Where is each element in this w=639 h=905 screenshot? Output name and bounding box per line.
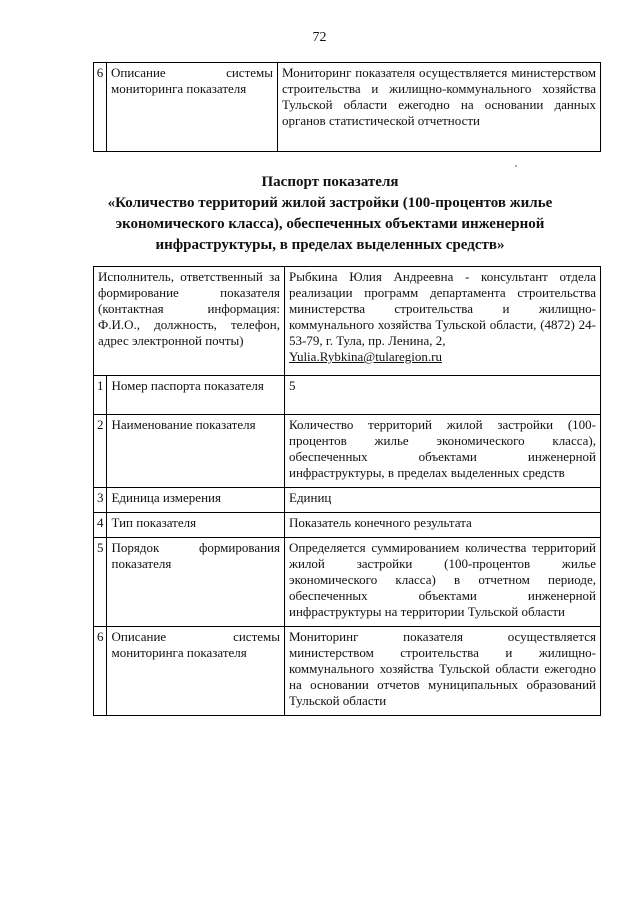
row-value: Мониторинг показателя осуществляется министерством строительства и жилищно-коммунального хозяйства Тульской области ежегодно на основании данных органов статистической отчетности: [278, 63, 601, 152]
row-label: Описание системы мониторинга показателя: [107, 627, 285, 716]
row-label: Описание системы мониторинга показателя: [107, 63, 278, 152]
row-number: 6: [94, 63, 107, 152]
row-number: 6: [94, 627, 107, 716]
row-label: Тип показателя: [107, 513, 285, 538]
title-line: Паспорт показателя: [261, 174, 399, 190]
row-number: 1: [94, 376, 107, 415]
row-value: Определяется суммированием количества территорий жилой застройки (100-процентов жилье экономического класса) в отчетном периоде, обеспеченных объектами инженерной инфраструктуры на территории Тульской области: [285, 538, 601, 627]
row-label: Наименование показателя: [107, 415, 285, 488]
row-value: 5: [285, 376, 601, 415]
page-number: 72: [312, 30, 327, 45]
row-number: 5: [94, 538, 107, 627]
title-line: инфраструктуры, в пределах выделенных средств»: [155, 237, 505, 253]
row-label: Единица измерения: [107, 488, 285, 513]
row-value: Количество территорий жилой застройки (100-процентов жилье экономического класса), обеспеченных объектами инженерной инфраструктуры, в пределах выделенных средств: [285, 415, 601, 488]
table-row: [94, 513, 601, 538]
row-number: 3: [94, 488, 107, 513]
table-row: [94, 415, 601, 488]
executor-cell: [285, 267, 601, 376]
row-value: Показатель конечного результата: [285, 513, 601, 538]
table-row: [94, 267, 601, 376]
table-row: [94, 376, 601, 415]
row-number: 4: [94, 513, 107, 538]
title-line: экономического класса), обеспеченных объектами инженерной: [115, 216, 545, 232]
table-row: [94, 627, 601, 716]
executor-label: Исполнитель, ответственный за формирование показателя (контактная информация: Ф.И.О., должность, телефон, адрес электронной почты): [94, 267, 285, 376]
scan-speck: [515, 165, 517, 167]
table-row: [94, 488, 601, 513]
table-row: [94, 63, 601, 152]
executor-email-link[interactable]: Yulia.Rybkina@tularegion.ru: [289, 349, 442, 364]
row-number: 2: [94, 415, 107, 488]
row-label: Порядок формирования показателя: [107, 538, 285, 627]
row-value: Мониторинг показателя осуществляется министерством строительства и жилищно-коммунального хозяйства Тульской области ежегодно на основании отчетов муниципальных образований Тульской области: [285, 627, 601, 716]
passport-title: [60, 172, 600, 256]
table-row: [94, 538, 601, 627]
row-value: Единиц: [285, 488, 601, 513]
executor-value: Рыбкина Юлия Андреевна - консультант отдела реализации программ департамента строительства министерства строительства и жилищно-коммунального хозяйства Тульской области, (4872) 24-53-79, г. Тула, пр. Ленина, 2,: [289, 269, 596, 348]
passport-table: [93, 266, 601, 716]
top-table: [93, 62, 601, 152]
row-label: Номер паспорта показателя: [107, 376, 285, 415]
title-line: «Количество территорий жилой застройки (100-процентов жилье: [107, 195, 553, 211]
